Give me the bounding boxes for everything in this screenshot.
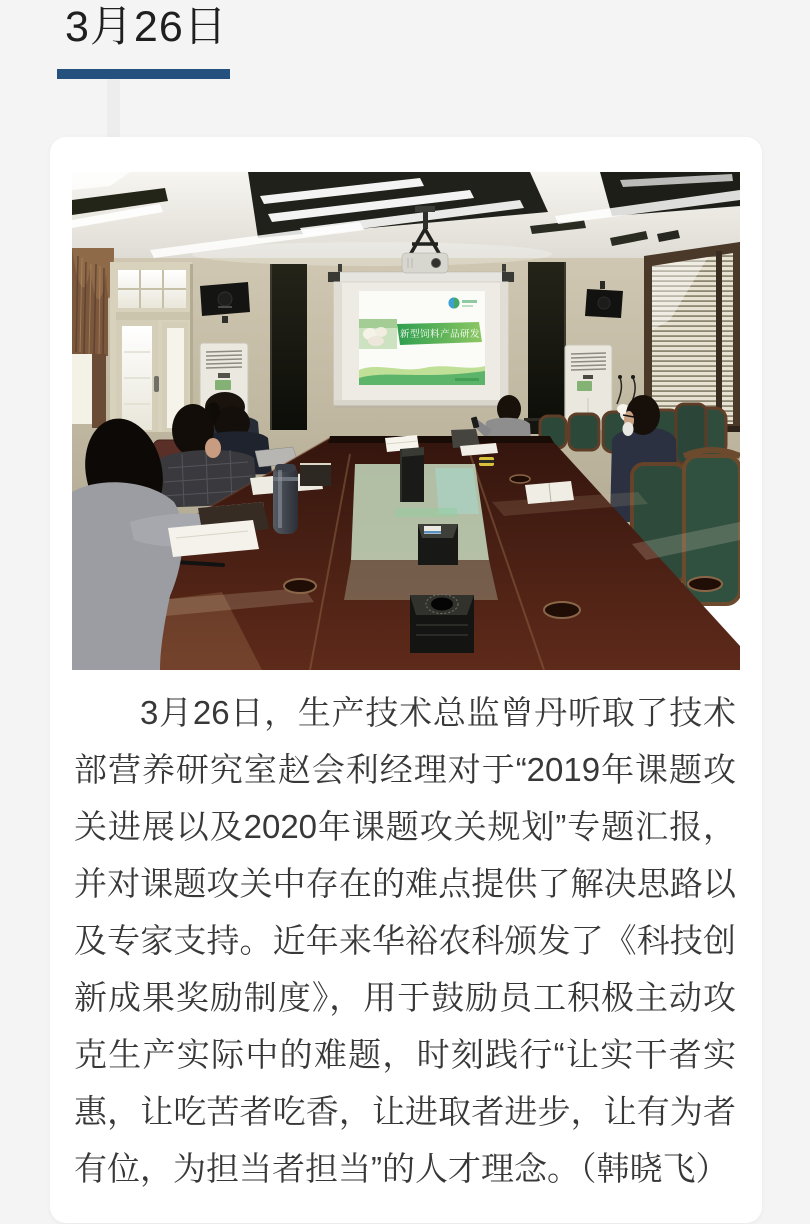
- wall-panel-right: [528, 262, 566, 430]
- meeting-photo[interactable]: [72, 172, 740, 670]
- article-card: [50, 137, 762, 1223]
- thermos-bottle: [273, 464, 298, 534]
- projection-screen: [328, 264, 514, 408]
- control-box: [418, 524, 458, 565]
- slide-title-text: 新型饲料产品研发: [399, 329, 481, 340]
- tissue-box: [410, 595, 474, 654]
- slide: [359, 291, 485, 385]
- face-mask: [623, 422, 634, 436]
- meeting-photo-illustration: [72, 172, 740, 670]
- dark-notebook-far: [300, 465, 331, 486]
- article-paragraph: 3月26日，生产技术总监曾丹听取了技术部营养研究室赵会利经理对于“2019年课题攻关进展以及2020年课题攻关规划”专题汇报，并对课题攻关中存在的难点提供了解决思路以及专家支持。近年来华裕农科颁发了《科技创新成果奖励制度》，用于鼓励员工积极主动攻克生产实际中的难题，时刻践行“让实干者实惠，让吃苦者吃香，让进取者进步，让有为者有位，为担当者担当”的人才理念。（韩晓飞）: [74, 694, 736, 1187]
- date-underline: [57, 69, 230, 79]
- black-box-standing: [400, 447, 424, 502]
- timeline-connector-line: [107, 79, 120, 139]
- wall-panel-left: [270, 264, 307, 430]
- wall-panel-left-edge: [270, 264, 272, 430]
- slide-chick-photo: [359, 319, 397, 349]
- date-title: 3月26日: [65, 3, 228, 51]
- door-handle: [154, 376, 159, 392]
- door: [110, 262, 193, 432]
